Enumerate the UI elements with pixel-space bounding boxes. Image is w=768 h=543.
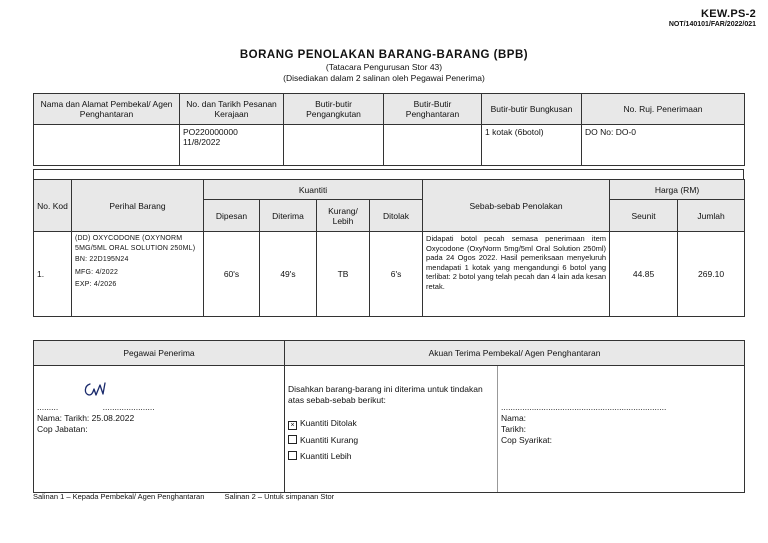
receipt-ref-value: DO No: DO-0 [582, 125, 745, 166]
header-unit-price: Seunit [610, 200, 678, 232]
option-less[interactable] [288, 435, 494, 446]
option-rejected-label: Kuantiti Ditolak [300, 418, 357, 428]
header-supplier-name: Nama dan Alamat Pembekal/ Agen Penghantaran [34, 94, 180, 125]
header-quantity: Kuantiti [204, 180, 423, 200]
header-item: Perihal Barang [72, 180, 204, 232]
option-more[interactable] [288, 451, 494, 462]
footer-copy-2: Salinan 2 – Untuk simpanan Stor [224, 492, 335, 501]
signature-dots-left: ......... [37, 402, 59, 412]
checkbox-icon[interactable] [288, 451, 297, 460]
header-delivery: Butir-Butir Penghantaran [384, 94, 482, 125]
receiving-officer-cell [34, 366, 285, 493]
item-batch-number: BN: 22D195N24 [75, 256, 129, 263]
delivery-value [384, 125, 482, 166]
supplier-signature-cell [498, 366, 745, 493]
acknowledgement-cell [285, 366, 498, 493]
header-transport: Butir-butir Pengangkutan [284, 94, 384, 125]
signature-table [33, 340, 745, 493]
header-reason: Sebab-sebab Penolakan [423, 180, 610, 232]
option-less-label: Kuantiti Kurang [300, 435, 359, 445]
form-title: BORANG PENOLAKAN BARANG-BARANG (BPB) [239, 49, 529, 61]
packaging-value: 1 kotak (6botol) [482, 125, 582, 166]
item-exp-date: EXP: 4/2026 [75, 281, 117, 288]
header-rejected: Ditolak [370, 200, 423, 232]
form-header [0, 49, 768, 83]
header-supplier-acknowledgement: Akuan Terima Pembekal/ Agen Penghantaran [285, 341, 745, 366]
checkbox-icon[interactable] [288, 435, 297, 444]
total-value: 269.10 [678, 232, 745, 317]
diff-value: TB [317, 232, 370, 317]
item-mfg-date: MFG: 4/2022 [75, 268, 119, 276]
unit-price-value: 44.85 [610, 232, 678, 317]
signature-line [37, 402, 281, 413]
header-price: Harga (RM) [610, 180, 745, 200]
header-packaging: Butir-butir Bungkusan [482, 94, 582, 125]
supplier-signature-line: ...................................................................... [501, 402, 667, 412]
table-row [34, 232, 745, 317]
item-description: (DD) OXYCODONE (OXYNORM 5MG/5ML ORAL SOLUTION 250ML) [75, 235, 196, 252]
form-code: KEW.PS-2 [701, 8, 756, 20]
signature-icon [82, 380, 112, 400]
table-spacer [33, 169, 744, 179]
reference-code: NOT/140101/FAR/2022/021 [668, 21, 756, 28]
form-code-block [669, 8, 756, 28]
item-table [33, 179, 745, 317]
row-number: 1. [34, 232, 72, 317]
supplier-name: Nama: [501, 413, 527, 423]
supplier-date: Tarikh: [501, 424, 527, 434]
footer-copy-1: Salinan 1 – Kepada Pembekal/ Agen Penghantaran [33, 492, 205, 501]
form-subtitle-1: (Tatacara Pengurusan Stor 43) [325, 62, 443, 72]
header-received: Diterima [260, 200, 317, 232]
header-receiving-officer: Pegawai Penerima [34, 341, 285, 366]
received-value: 49's [260, 232, 317, 317]
header-total: Jumlah [678, 200, 745, 232]
officer-department-stamp: Cop Jabatan: [37, 424, 88, 434]
ordered-value: 60's [204, 232, 260, 317]
supplier-company-stamp: Cop Syarikat: [501, 435, 553, 445]
checkbox-checked-icon[interactable]: × [288, 421, 297, 430]
order-number-value: PO220000000 11/8/2022 [180, 125, 284, 166]
acknowledgement-text: Disahkan barang-barang ini diterima untuk tindakan atas sebab-sebab berikut: [288, 384, 483, 405]
form-subtitle-2: (Disediakan dalam 2 salinan oleh Pegawai Penerima) [283, 73, 485, 83]
transport-value [284, 125, 384, 166]
supplier-name-value [34, 125, 180, 166]
header-receipt-ref: No. Ruj. Penerimaan [582, 94, 745, 125]
item-description-cell [72, 232, 204, 317]
header-diff: Kurang/ Lebih [317, 200, 370, 232]
header-code: No. Kod [34, 180, 72, 232]
officer-name-date: Nama: Tarikh: 25.08.2022 [37, 413, 135, 423]
option-more-label: Kuantiti Lebih [300, 451, 352, 461]
footer [33, 492, 352, 501]
header-order-number: No. dan Tarikh Pesanan Kerajaan [180, 94, 284, 125]
reason-value: Didapati botol pecah semasa penerimaan item Oxycodone (OxyNorm 5mg/5ml Oral Solution 250ml) pada 24 Ogos 2022. Hasil pemeriksaan menyeluruh mendapati 1 kotak yang mengandungi 6 botol yang terlibat: 2 botol yang telah pecah dan 4 lain ada kesan retak. [423, 232, 610, 317]
signature-dots-right: ...................... [102, 402, 155, 412]
header-ordered: Dipesan [204, 200, 260, 232]
rejected-value: 6's [370, 232, 423, 317]
option-rejected[interactable] [288, 418, 494, 430]
supplier-table [33, 93, 745, 166]
